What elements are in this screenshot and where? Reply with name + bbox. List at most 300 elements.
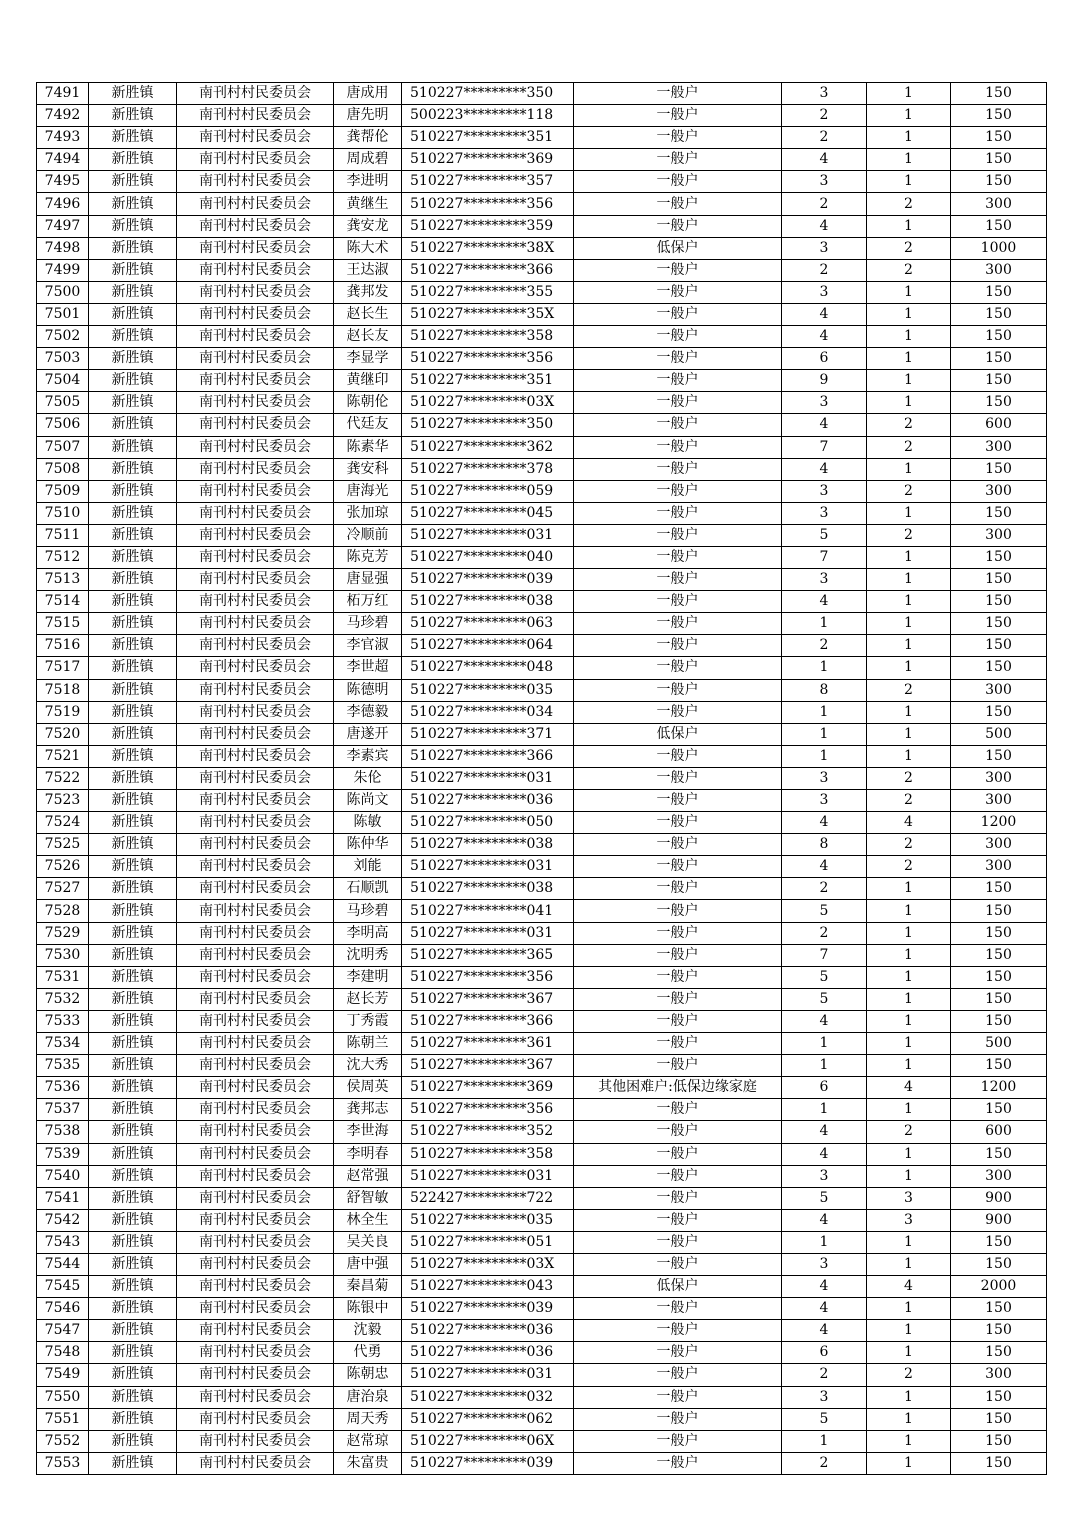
cell-household-size: 2: [782, 1452, 867, 1474]
cell-beneficiary-count: 1: [867, 1033, 951, 1055]
cell-beneficiary-count: 2: [867, 480, 951, 502]
table-row: [37, 1386, 1047, 1408]
cell-household-size: 2: [782, 127, 867, 149]
cell-household-size: 3: [782, 790, 867, 812]
cell-beneficiary-count: 2: [867, 414, 951, 436]
cell-name: 赵长芳: [334, 988, 402, 1010]
cell-amount: 1200: [951, 812, 1047, 834]
cell-household-type: 一般户: [574, 834, 782, 856]
cell-town: 新胜镇: [89, 436, 177, 458]
cell-name: 龚邦志: [334, 1099, 402, 1121]
cell-town: 新胜镇: [89, 1143, 177, 1165]
cell-amount: 150: [951, 1430, 1047, 1452]
cell-beneficiary-count: 1: [867, 1143, 951, 1165]
cell-household-size: 1: [782, 1231, 867, 1253]
cell-town: 新胜镇: [89, 1121, 177, 1143]
cell-id-number: 510227*********040: [402, 546, 574, 568]
cell-id-number: 522427*********722: [402, 1187, 574, 1209]
cell-row-number: 7505: [37, 392, 89, 414]
cell-household-size: 4: [782, 215, 867, 237]
cell-amount: 150: [951, 635, 1047, 657]
cell-town: 新胜镇: [89, 1077, 177, 1099]
cell-village-committee: 南刊村村民委员会: [177, 546, 334, 568]
cell-town: 新胜镇: [89, 105, 177, 127]
cell-beneficiary-count: 1: [867, 370, 951, 392]
cell-town: 新胜镇: [89, 1010, 177, 1032]
cell-amount: 300: [951, 436, 1047, 458]
cell-village-committee: 南刊村村民委员会: [177, 1364, 334, 1386]
cell-amount: 150: [951, 326, 1047, 348]
cell-town: 新胜镇: [89, 348, 177, 370]
cell-row-number: 7529: [37, 922, 89, 944]
cell-village-committee: 南刊村村民委员会: [177, 83, 334, 105]
cell-row-number: 7532: [37, 988, 89, 1010]
cell-town: 新胜镇: [89, 326, 177, 348]
cell-id-number: 510227*********366: [402, 1010, 574, 1032]
cell-household-type: 一般户: [574, 414, 782, 436]
cell-id-number: 510227*********043: [402, 1276, 574, 1298]
table-row: [37, 900, 1047, 922]
cell-household-size: 5: [782, 524, 867, 546]
cell-amount: 150: [951, 370, 1047, 392]
cell-name: 马珍碧: [334, 900, 402, 922]
cell-id-number: 510227*********034: [402, 701, 574, 723]
cell-name: 朱富贵: [334, 1452, 402, 1474]
cell-amount: 150: [951, 303, 1047, 325]
cell-household-type: 一般户: [574, 1099, 782, 1121]
cell-household-type: 一般户: [574, 348, 782, 370]
cell-id-number: 510227*********031: [402, 524, 574, 546]
cell-beneficiary-count: 2: [867, 1121, 951, 1143]
cell-name: 赵长友: [334, 326, 402, 348]
table-row: [37, 105, 1047, 127]
cell-household-type: 一般户: [574, 1187, 782, 1209]
cell-household-size: 3: [782, 502, 867, 524]
cell-town: 新胜镇: [89, 480, 177, 502]
cell-name: 唐治泉: [334, 1386, 402, 1408]
cell-village-committee: 南刊村村民委员会: [177, 1276, 334, 1298]
cell-row-number: 7536: [37, 1077, 89, 1099]
table-row: [37, 1165, 1047, 1187]
cell-village-committee: 南刊村村民委员会: [177, 458, 334, 480]
cell-household-size: 3: [782, 83, 867, 105]
cell-household-size: 4: [782, 1209, 867, 1231]
cell-name: 黄继印: [334, 370, 402, 392]
cell-id-number: 510227*********358: [402, 326, 574, 348]
cell-amount: 300: [951, 259, 1047, 281]
cell-name: 沈明秀: [334, 944, 402, 966]
cell-row-number: 7494: [37, 149, 89, 171]
cell-beneficiary-count: 2: [867, 237, 951, 259]
cell-row-number: 7518: [37, 679, 89, 701]
cell-id-number: 510227*********038: [402, 878, 574, 900]
cell-row-number: 7511: [37, 524, 89, 546]
cell-row-number: 7542: [37, 1209, 89, 1231]
cell-household-size: 3: [782, 281, 867, 303]
table-row: [37, 1408, 1047, 1430]
cell-name: 唐海光: [334, 480, 402, 502]
cell-id-number: 510227*********036: [402, 1320, 574, 1342]
cell-beneficiary-count: 1: [867, 303, 951, 325]
cell-household-type: 一般户: [574, 149, 782, 171]
cell-amount: 150: [951, 1099, 1047, 1121]
cell-amount: 300: [951, 1364, 1047, 1386]
table-row: [37, 171, 1047, 193]
cell-amount: 2000: [951, 1276, 1047, 1298]
cell-amount: 150: [951, 1055, 1047, 1077]
cell-town: 新胜镇: [89, 966, 177, 988]
cell-village-committee: 南刊村村民委员会: [177, 657, 334, 679]
cell-household-size: 1: [782, 1033, 867, 1055]
cell-beneficiary-count: 1: [867, 745, 951, 767]
cell-household-size: 2: [782, 635, 867, 657]
table-row: [37, 1121, 1047, 1143]
cell-amount: 150: [951, 105, 1047, 127]
cell-household-type: 一般户: [574, 1143, 782, 1165]
cell-amount: 150: [951, 1386, 1047, 1408]
cell-row-number: 7540: [37, 1165, 89, 1187]
cell-household-size: 5: [782, 966, 867, 988]
cell-village-committee: 南刊村村民委员会: [177, 193, 334, 215]
cell-household-size: 3: [782, 1165, 867, 1187]
cell-amount: 150: [951, 1253, 1047, 1275]
cell-beneficiary-count: 1: [867, 988, 951, 1010]
cell-village-committee: 南刊村村民委员会: [177, 436, 334, 458]
table-row: [37, 922, 1047, 944]
table-row: [37, 281, 1047, 303]
cell-amount: 150: [951, 591, 1047, 613]
table-row: [37, 701, 1047, 723]
cell-village-committee: 南刊村村民委员会: [177, 237, 334, 259]
table-row: [37, 988, 1047, 1010]
table-row: [37, 326, 1047, 348]
cell-row-number: 7507: [37, 436, 89, 458]
cell-amount: 150: [951, 701, 1047, 723]
cell-id-number: 510227*********369: [402, 1077, 574, 1099]
cell-household-size: 6: [782, 348, 867, 370]
cell-town: 新胜镇: [89, 745, 177, 767]
cell-beneficiary-count: 2: [867, 834, 951, 856]
cell-beneficiary-count: 1: [867, 105, 951, 127]
cell-amount: 150: [951, 281, 1047, 303]
cell-name: 吴关良: [334, 1231, 402, 1253]
cell-village-committee: 南刊村村民委员会: [177, 1253, 334, 1275]
cell-id-number: 510227*********035: [402, 679, 574, 701]
cell-name: 丁秀霞: [334, 1010, 402, 1032]
cell-household-type: 一般户: [574, 259, 782, 281]
cell-row-number: 7521: [37, 745, 89, 767]
cell-village-committee: 南刊村村民委员会: [177, 1430, 334, 1452]
cell-town: 新胜镇: [89, 215, 177, 237]
cell-amount: 150: [951, 546, 1047, 568]
cell-town: 新胜镇: [89, 1430, 177, 1452]
cell-household-size: 4: [782, 149, 867, 171]
cell-village-committee: 南刊村村民委员会: [177, 922, 334, 944]
cell-amount: 300: [951, 834, 1047, 856]
cell-town: 新胜镇: [89, 546, 177, 568]
cell-town: 新胜镇: [89, 149, 177, 171]
cell-beneficiary-count: 2: [867, 259, 951, 281]
cell-row-number: 7527: [37, 878, 89, 900]
cell-household-size: 4: [782, 303, 867, 325]
cell-village-committee: 南刊村村民委员会: [177, 723, 334, 745]
cell-household-size: 1: [782, 657, 867, 679]
cell-village-committee: 南刊村村民委员会: [177, 348, 334, 370]
cell-amount: 300: [951, 524, 1047, 546]
cell-household-type: 一般户: [574, 392, 782, 414]
cell-id-number: 510227*********03X: [402, 392, 574, 414]
table-body: [37, 83, 1047, 1475]
cell-beneficiary-count: 2: [867, 524, 951, 546]
cell-town: 新胜镇: [89, 83, 177, 105]
cell-amount: 150: [951, 900, 1047, 922]
table-row: [37, 767, 1047, 789]
cell-beneficiary-count: 2: [867, 193, 951, 215]
table-row: [37, 480, 1047, 502]
cell-household-size: 8: [782, 834, 867, 856]
cell-name: 陈德明: [334, 679, 402, 701]
cell-name: 赵常强: [334, 1165, 402, 1187]
cell-beneficiary-count: 1: [867, 326, 951, 348]
table-row: [37, 1452, 1047, 1474]
cell-beneficiary-count: 1: [867, 502, 951, 524]
cell-beneficiary-count: 3: [867, 1187, 951, 1209]
cell-name: 秦昌菊: [334, 1276, 402, 1298]
cell-id-number: 510227*********350: [402, 414, 574, 436]
cell-amount: 150: [951, 83, 1047, 105]
cell-id-number: 510227*********032: [402, 1386, 574, 1408]
table-row: [37, 613, 1047, 635]
table-row: [37, 635, 1047, 657]
cell-row-number: 7551: [37, 1408, 89, 1430]
cell-id-number: 510227*********062: [402, 1408, 574, 1430]
cell-village-committee: 南刊村村民委员会: [177, 944, 334, 966]
cell-village-committee: 南刊村村民委员会: [177, 679, 334, 701]
cell-household-type: 一般户: [574, 1320, 782, 1342]
table-row: [37, 1187, 1047, 1209]
cell-beneficiary-count: 1: [867, 1055, 951, 1077]
cell-amount: 600: [951, 1121, 1047, 1143]
cell-row-number: 7493: [37, 127, 89, 149]
cell-row-number: 7512: [37, 546, 89, 568]
table-row: [37, 458, 1047, 480]
cell-household-type: 一般户: [574, 635, 782, 657]
cell-name: 陈仲华: [334, 834, 402, 856]
cell-household-size: 2: [782, 259, 867, 281]
cell-name: 李明高: [334, 922, 402, 944]
cell-village-committee: 南刊村村民委员会: [177, 790, 334, 812]
cell-town: 新胜镇: [89, 834, 177, 856]
cell-household-size: 7: [782, 546, 867, 568]
cell-row-number: 7531: [37, 966, 89, 988]
table-row: [37, 723, 1047, 745]
cell-village-committee: 南刊村村民委员会: [177, 1121, 334, 1143]
cell-row-number: 7496: [37, 193, 89, 215]
cell-household-type: 低保户: [574, 723, 782, 745]
cell-id-number: 510227*********045: [402, 502, 574, 524]
cell-amount: 150: [951, 1298, 1047, 1320]
cell-row-number: 7498: [37, 237, 89, 259]
cell-beneficiary-count: 1: [867, 966, 951, 988]
cell-beneficiary-count: 2: [867, 790, 951, 812]
cell-household-size: 1: [782, 613, 867, 635]
cell-beneficiary-count: 1: [867, 1320, 951, 1342]
cell-household-size: 5: [782, 900, 867, 922]
cell-household-type: 一般户: [574, 1253, 782, 1275]
cell-household-size: 2: [782, 193, 867, 215]
cell-village-committee: 南刊村村民委员会: [177, 966, 334, 988]
table-row: [37, 370, 1047, 392]
cell-name: 陈朝忠: [334, 1364, 402, 1386]
cell-household-type: 一般户: [574, 745, 782, 767]
cell-id-number: 510227*********356: [402, 966, 574, 988]
cell-beneficiary-count: 2: [867, 767, 951, 789]
cell-row-number: 7501: [37, 303, 89, 325]
cell-amount: 150: [951, 149, 1047, 171]
cell-town: 新胜镇: [89, 414, 177, 436]
cell-household-size: 4: [782, 1320, 867, 1342]
cell-household-size: 3: [782, 392, 867, 414]
cell-amount: 150: [951, 1320, 1047, 1342]
cell-row-number: 7519: [37, 701, 89, 723]
cell-village-committee: 南刊村村民委员会: [177, 856, 334, 878]
cell-village-committee: 南刊村村民委员会: [177, 635, 334, 657]
cell-id-number: 510227*********038: [402, 834, 574, 856]
cell-household-type: 一般户: [574, 1209, 782, 1231]
table-row: [37, 414, 1047, 436]
cell-village-committee: 南刊村村民委员会: [177, 259, 334, 281]
cell-village-committee: 南刊村村民委员会: [177, 1187, 334, 1209]
cell-household-size: 4: [782, 856, 867, 878]
cell-name: 石顺凯: [334, 878, 402, 900]
cell-household-type: 低保户: [574, 237, 782, 259]
cell-village-committee: 南刊村村民委员会: [177, 1165, 334, 1187]
cell-id-number: 510227*********371: [402, 723, 574, 745]
cell-village-committee: 南刊村村民委员会: [177, 1077, 334, 1099]
cell-town: 新胜镇: [89, 878, 177, 900]
cell-town: 新胜镇: [89, 1099, 177, 1121]
cell-id-number: 510227*********369: [402, 149, 574, 171]
cell-row-number: 7523: [37, 790, 89, 812]
cell-household-size: 4: [782, 1010, 867, 1032]
cell-village-committee: 南刊村村民委员会: [177, 1033, 334, 1055]
cell-household-type: 一般户: [574, 1342, 782, 1364]
cell-beneficiary-count: 1: [867, 635, 951, 657]
table-row: [37, 259, 1047, 281]
table-row: [37, 1033, 1047, 1055]
cell-row-number: 7524: [37, 812, 89, 834]
cell-village-committee: 南刊村村民委员会: [177, 370, 334, 392]
cell-village-committee: 南刊村村民委员会: [177, 1143, 334, 1165]
cell-name: 李世海: [334, 1121, 402, 1143]
cell-amount: 900: [951, 1187, 1047, 1209]
cell-row-number: 7537: [37, 1099, 89, 1121]
cell-household-type: 一般户: [574, 281, 782, 303]
cell-household-size: 4: [782, 812, 867, 834]
cell-village-committee: 南刊村村民委员会: [177, 1320, 334, 1342]
cell-name: 马珍碧: [334, 613, 402, 635]
cell-town: 新胜镇: [89, 1231, 177, 1253]
table-row: [37, 966, 1047, 988]
cell-name: 陈敏: [334, 812, 402, 834]
table-row: [37, 812, 1047, 834]
cell-row-number: 7506: [37, 414, 89, 436]
cell-household-type: 一般户: [574, 171, 782, 193]
cell-name: 代廷友: [334, 414, 402, 436]
table-row: [37, 1320, 1047, 1342]
cell-town: 新胜镇: [89, 1364, 177, 1386]
cell-name: 侯周英: [334, 1077, 402, 1099]
cell-beneficiary-count: 1: [867, 458, 951, 480]
cell-household-type: 一般户: [574, 679, 782, 701]
cell-row-number: 7513: [37, 569, 89, 591]
cell-amount: 150: [951, 569, 1047, 591]
cell-amount: 500: [951, 1033, 1047, 1055]
cell-name: 柘万红: [334, 591, 402, 613]
cell-name: 冷顺前: [334, 524, 402, 546]
cell-beneficiary-count: 1: [867, 701, 951, 723]
cell-household-type: 一般户: [574, 1010, 782, 1032]
table-row: [37, 502, 1047, 524]
cell-name: 陈银中: [334, 1298, 402, 1320]
cell-household-size: 6: [782, 1077, 867, 1099]
cell-row-number: 7545: [37, 1276, 89, 1298]
cell-name: 龚帮伦: [334, 127, 402, 149]
cell-id-number: 510227*********035: [402, 1209, 574, 1231]
cell-id-number: 510227*********036: [402, 1342, 574, 1364]
table-row: [37, 944, 1047, 966]
cell-village-committee: 南刊村村民委员会: [177, 1010, 334, 1032]
cell-household-type: 一般户: [574, 1121, 782, 1143]
table-row: [37, 303, 1047, 325]
cell-town: 新胜镇: [89, 790, 177, 812]
cell-village-committee: 南刊村村民委员会: [177, 834, 334, 856]
cell-name: 李建明: [334, 966, 402, 988]
table-row: [37, 1055, 1047, 1077]
cell-id-number: 510227*********366: [402, 259, 574, 281]
table-row: [37, 834, 1047, 856]
cell-name: 朱伦: [334, 767, 402, 789]
cell-name: 唐成用: [334, 83, 402, 105]
cell-name: 张加琼: [334, 502, 402, 524]
cell-household-size: 5: [782, 1408, 867, 1430]
cell-town: 新胜镇: [89, 237, 177, 259]
cell-amount: 150: [951, 878, 1047, 900]
cell-town: 新胜镇: [89, 944, 177, 966]
cell-household-type: 一般户: [574, 856, 782, 878]
cell-id-number: 510227*********038: [402, 591, 574, 613]
table-row: [37, 1430, 1047, 1452]
cell-amount: 300: [951, 767, 1047, 789]
cell-name: 黄继生: [334, 193, 402, 215]
cell-village-committee: 南刊村村民委员会: [177, 414, 334, 436]
cell-household-type: 一般户: [574, 303, 782, 325]
cell-household-type: 一般户: [574, 591, 782, 613]
cell-name: 沈大秀: [334, 1055, 402, 1077]
cell-household-type: 一般户: [574, 701, 782, 723]
cell-household-size: 4: [782, 458, 867, 480]
cell-town: 新胜镇: [89, 900, 177, 922]
cell-name: 唐显强: [334, 569, 402, 591]
cell-village-committee: 南刊村村民委员会: [177, 878, 334, 900]
cell-beneficiary-count: 1: [867, 1165, 951, 1187]
table-row: [37, 436, 1047, 458]
cell-town: 新胜镇: [89, 1298, 177, 1320]
cell-beneficiary-count: 1: [867, 1298, 951, 1320]
cell-beneficiary-count: 2: [867, 679, 951, 701]
cell-village-committee: 南刊村村民委员会: [177, 215, 334, 237]
cell-household-size: 9: [782, 370, 867, 392]
